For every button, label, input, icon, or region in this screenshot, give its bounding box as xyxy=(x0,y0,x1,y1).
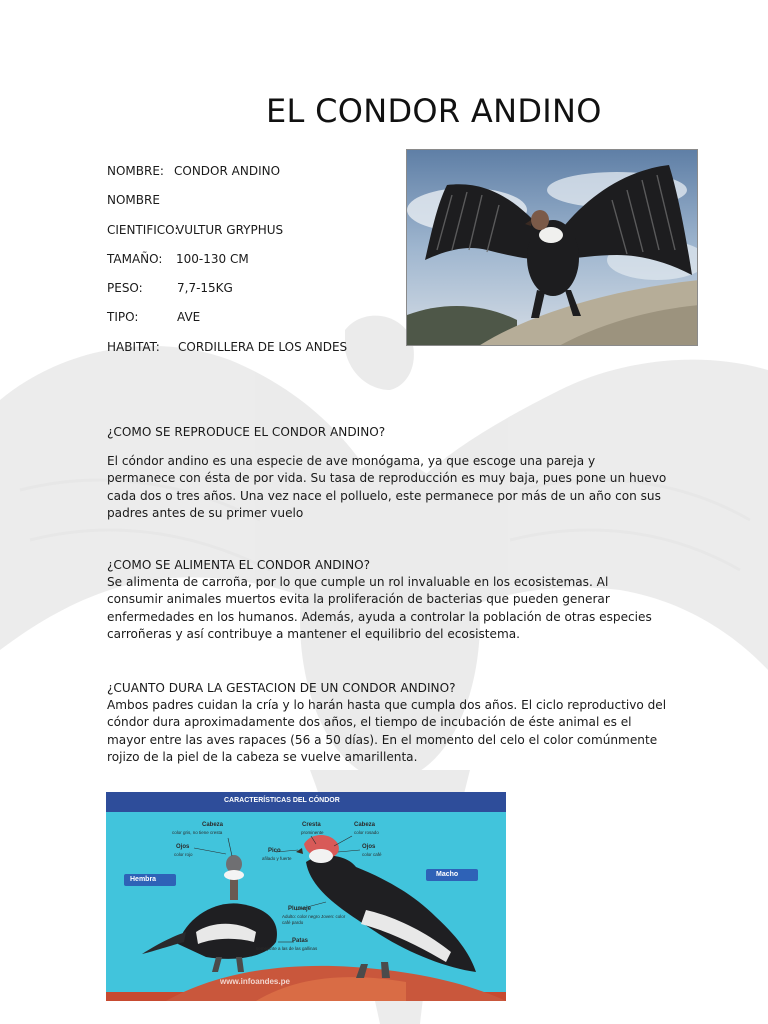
fact-label: HABITAT: xyxy=(107,339,160,354)
fact-label: NOMBRE xyxy=(107,193,160,208)
crest-detail: prominente xyxy=(301,830,324,835)
female-head-detail: color gris, no tiene cresta xyxy=(172,830,223,835)
infographic-website: www.infoandes.pe xyxy=(220,977,290,986)
section-answer: El cóndor andino es una especie de ave monógama, ya que escoge una pareja y permanece con ésta de por vida. Su tasa de reproducción es muy baja, pues pone un huevo cada dos o tres años. Una vez nace el polluelo, este permanece por más de un año con sus padres antes de su primer vuelo xyxy=(107,454,667,520)
female-eyes-label: Ojos xyxy=(176,844,190,850)
condor-photo xyxy=(406,149,698,346)
fact-label: TAMAÑO: xyxy=(107,251,163,266)
fact-value: CONDOR ANDINO xyxy=(174,164,281,178)
male-eyes-detail: color café xyxy=(362,852,382,857)
fact-label: PESO: xyxy=(107,281,143,296)
page-title: EL CONDOR ANDINO xyxy=(266,92,602,130)
plumage-detail: Adulto: color negro Joven: color café pardo xyxy=(282,914,346,925)
male-head-detail: color rosado xyxy=(354,830,379,835)
crest-label: Cresta xyxy=(302,822,321,828)
section-reproduction xyxy=(107,424,667,522)
plumage-label: Plumaje xyxy=(288,906,312,912)
fact-value: VULTUR GRYPHUS xyxy=(176,222,284,237)
infographic-title: CARACTERÍSTICAS DEL CÓNDOR xyxy=(224,797,340,804)
section-question: ¿COMO SE ALIMENTA EL CONDOR ANDINO? xyxy=(107,558,371,572)
fact-value: 100-130 CM xyxy=(176,251,249,266)
fact-value: 7,7-15KG xyxy=(177,281,233,296)
section-feeding xyxy=(107,557,667,643)
section-question: ¿CUANTO DURA LA GESTACION DE UN CONDOR ANDINO? xyxy=(107,681,456,695)
fact-label: CIENTIFICO: xyxy=(107,222,179,237)
section-answer: Se alimenta de carroña, por lo que cumple un rol invaluable en los ecosistemas. Al consumir animales muertos evita la proliferación de bacterias que pueden generar enfermedades en los humanos. Además, ayuda a controlar la población de otras especies carroñeras y así contribuye a mantener el equilibrio del ecosistema. xyxy=(107,575,652,641)
fact-label: NOMBRE: xyxy=(107,164,164,178)
female-tag: Hembra xyxy=(130,876,157,883)
beak-label: Pico xyxy=(268,848,281,854)
legs-detail: semejante a las de las gallinas xyxy=(256,946,318,951)
fact-value: CORDILLERA DE LOS ANDES xyxy=(178,339,348,354)
male-head-label: Cabeza xyxy=(354,822,376,828)
beak-detail: afilado y fuerte xyxy=(262,856,292,861)
female-eyes-detail: color rojo xyxy=(174,852,193,857)
fact-label: TIPO: xyxy=(107,310,139,325)
male-eyes-label: Ojos xyxy=(362,844,376,850)
male-tag: Macho xyxy=(436,871,459,878)
section-gestation xyxy=(107,680,667,766)
condor-infographic xyxy=(106,792,506,1001)
female-head-label: Cabeza xyxy=(202,822,224,828)
fact-value: AVE xyxy=(177,310,201,325)
section-question: ¿COMO SE REPRODUCE EL CONDOR ANDINO? xyxy=(107,425,386,439)
legs-label: Patas xyxy=(292,938,309,944)
section-answer: Ambos padres cuidan la cría y lo harán hasta que cumpla dos años. El ciclo reproductivo del cóndor dura aproximadamente dos años, el tiempo de incubación de éste animal es el mayor entre las aves rapaces (56 a 50 días). En el momento del celo el color comúnmente rojizo de la piel de la cabeza se vuelve amarillenta. xyxy=(107,698,667,764)
